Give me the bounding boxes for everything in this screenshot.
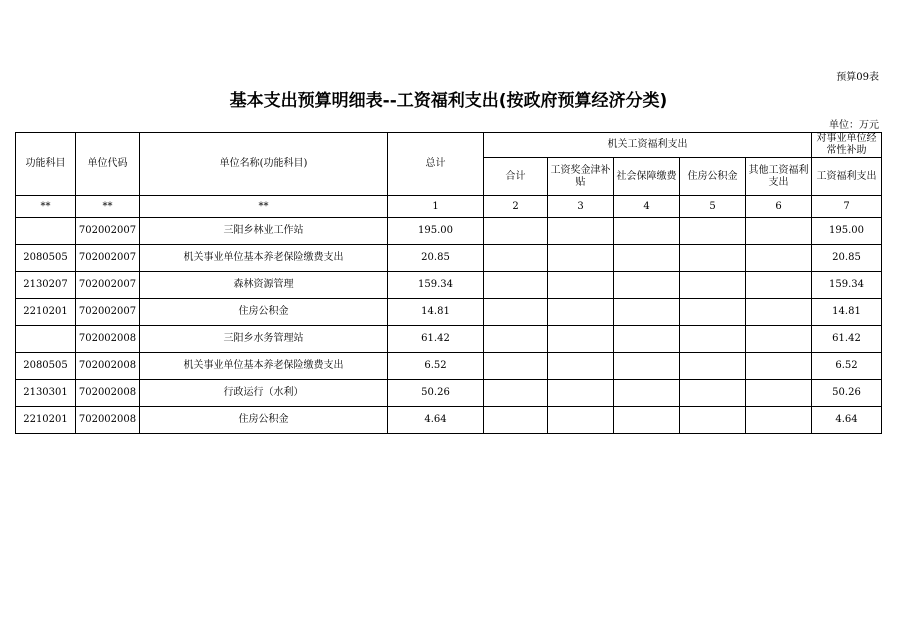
table-row [16, 353, 882, 380]
bonus-cell [548, 407, 614, 434]
index-cell: 7 [812, 196, 882, 218]
subsidy-salary-cell: 6.52 [812, 353, 882, 380]
func-subject-cell: 2130301 [16, 380, 76, 407]
housing-cell [680, 299, 746, 326]
table-row [16, 380, 882, 407]
sub-total-cell [484, 299, 548, 326]
unit-code-cell: 702002007 [76, 218, 140, 245]
housing-cell [680, 245, 746, 272]
func-subject-cell [16, 326, 76, 353]
unit-name-cell: 住房公积金 [140, 407, 388, 434]
index-cell: ** [76, 196, 140, 218]
bonus-cell [548, 218, 614, 245]
unit-code-cell: 702002007 [76, 272, 140, 299]
subsidy-salary-cell: 61.42 [812, 326, 882, 353]
index-cell: 6 [746, 196, 812, 218]
housing-cell [680, 380, 746, 407]
unit-label: 单位：万元 [829, 120, 879, 131]
unit-code-cell: 702002007 [76, 299, 140, 326]
total-cell: 4.64 [388, 407, 484, 434]
subsidy-salary-cell: 20.85 [812, 245, 882, 272]
header-bonus: 工资奖金津补贴 [548, 158, 614, 196]
subsidy-salary-cell: 14.81 [812, 299, 882, 326]
sub-total-cell [484, 380, 548, 407]
other-cell [746, 380, 812, 407]
table-row [16, 407, 882, 434]
social-cell [614, 353, 680, 380]
index-cell: 5 [680, 196, 746, 218]
sub-total-cell [484, 245, 548, 272]
total-cell: 20.85 [388, 245, 484, 272]
total-cell: 61.42 [388, 326, 484, 353]
table-row [16, 245, 882, 272]
index-cell: ** [16, 196, 76, 218]
total-cell: 195.00 [388, 218, 484, 245]
unit-name-cell: 三阳乡林业工作站 [140, 218, 388, 245]
subsidy-salary-cell: 4.64 [812, 407, 882, 434]
bonus-cell [548, 353, 614, 380]
social-cell [614, 326, 680, 353]
other-cell [746, 299, 812, 326]
header-func-subject: 功能科目 [16, 133, 76, 196]
form-code: 预算09表 [836, 72, 879, 83]
index-cell: 2 [484, 196, 548, 218]
subsidy-salary-cell: 50.26 [812, 380, 882, 407]
func-subject-cell: 2130207 [16, 272, 76, 299]
sub-total-cell [484, 326, 548, 353]
unit-code-cell: 702002008 [76, 380, 140, 407]
bonus-cell [548, 272, 614, 299]
func-subject-cell: 2080505 [16, 353, 76, 380]
social-cell [614, 245, 680, 272]
social-cell [614, 272, 680, 299]
index-cell: ** [140, 196, 388, 218]
housing-cell [680, 326, 746, 353]
header-social: 社会保障缴费 [614, 158, 680, 196]
social-cell [614, 218, 680, 245]
header-subsidy-salary: 工资福利支出 [812, 158, 882, 196]
social-cell [614, 299, 680, 326]
unit-name-cell: 机关事业单位基本养老保险缴费支出 [140, 353, 388, 380]
index-cell: 3 [548, 196, 614, 218]
unit-code-cell: 702002008 [76, 407, 140, 434]
total-cell: 6.52 [388, 353, 484, 380]
unit-name-cell: 住房公积金 [140, 299, 388, 326]
other-cell [746, 353, 812, 380]
header-group-org: 机关工资福利支出 [484, 133, 812, 158]
social-cell [614, 407, 680, 434]
housing-cell [680, 272, 746, 299]
total-cell: 50.26 [388, 380, 484, 407]
table-row [16, 218, 882, 245]
unit-name-cell: 行政运行（水利） [140, 380, 388, 407]
unit-name-cell: 机关事业单位基本养老保险缴费支出 [140, 245, 388, 272]
page-title: 基本支出预算明细表--工资福利支出(按政府预算经济分类) [229, 91, 668, 111]
index-cell: 1 [388, 196, 484, 218]
subsidy-salary-cell: 195.00 [812, 218, 882, 245]
other-cell [746, 245, 812, 272]
table-row [16, 272, 882, 299]
unit-code-cell: 702002007 [76, 245, 140, 272]
table-row [16, 299, 882, 326]
total-cell: 14.81 [388, 299, 484, 326]
bonus-cell [548, 326, 614, 353]
func-subject-cell: 2210201 [16, 407, 76, 434]
housing-cell [680, 353, 746, 380]
unit-name-cell: 森林资源管理 [140, 272, 388, 299]
func-subject-cell: 2210201 [16, 299, 76, 326]
header-total: 总计 [388, 133, 484, 196]
index-cell: 4 [614, 196, 680, 218]
other-cell [746, 326, 812, 353]
header-group-subsidy: 对事业单位经常性补助 [812, 133, 882, 158]
other-cell [746, 407, 812, 434]
func-subject-cell: 2080505 [16, 245, 76, 272]
total-cell: 159.34 [388, 272, 484, 299]
budget-table [15, 132, 882, 434]
header-unit-code: 单位代码 [76, 133, 140, 196]
subsidy-salary-cell: 159.34 [812, 272, 882, 299]
housing-cell [680, 407, 746, 434]
header-sub-total: 合计 [484, 158, 548, 196]
bonus-cell [548, 245, 614, 272]
func-subject-cell [16, 218, 76, 245]
table-row [16, 326, 882, 353]
header-other: 其他工资福利支出 [746, 158, 812, 196]
sub-total-cell [484, 353, 548, 380]
sub-total-cell [484, 407, 548, 434]
sub-total-cell [484, 272, 548, 299]
bonus-cell [548, 380, 614, 407]
other-cell [746, 272, 812, 299]
other-cell [746, 218, 812, 245]
index-row [16, 196, 882, 218]
header-unit-name: 单位名称(功能科目) [140, 133, 388, 196]
header-housing: 住房公积金 [680, 158, 746, 196]
housing-cell [680, 218, 746, 245]
unit-name-cell: 三阳乡水务管理站 [140, 326, 388, 353]
sub-total-cell [484, 218, 548, 245]
bonus-cell [548, 299, 614, 326]
unit-code-cell: 702002008 [76, 353, 140, 380]
social-cell [614, 380, 680, 407]
unit-code-cell: 702002008 [76, 326, 140, 353]
